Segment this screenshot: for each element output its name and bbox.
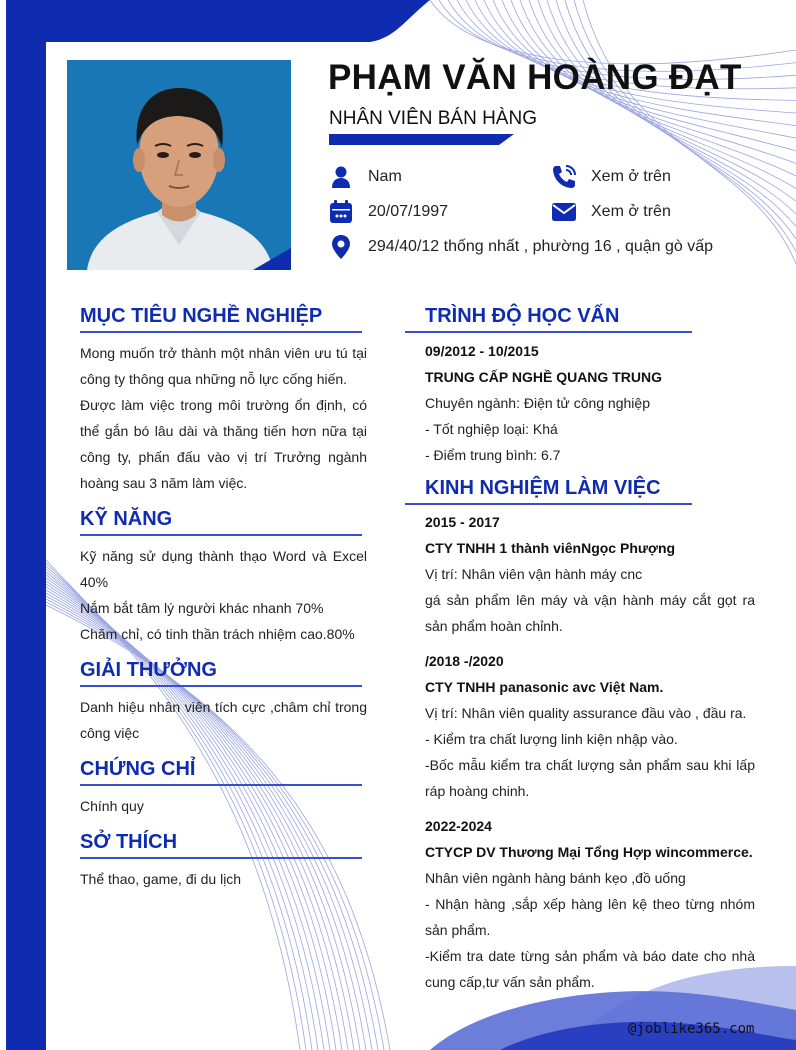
objective-line: Được làm việc trong môi trường ổn định, có thể gắn bó lâu dài và thăng tiến hơn nữa tại công ty, phấn đấu vào vị trí Trưởng ngành hoàng sau 3 năm làm việc. xyxy=(80,397,367,491)
job-line: Vị trí: Nhân viên quality assurance đầu vào , đầu ra. xyxy=(425,705,747,721)
education-period: 09/2012 - 10/2015 xyxy=(425,343,539,359)
education-title: TRÌNH ĐỘ HỌC VẤN xyxy=(425,305,620,327)
education-line: - Tốt nghiệp loại: Khá xyxy=(425,421,558,437)
profile-photo xyxy=(67,60,291,270)
certificates-underline xyxy=(80,784,362,786)
job-company: CTY TNHH panasonic avc Việt Nam. xyxy=(425,679,664,695)
skills-text xyxy=(80,543,367,647)
job-line: gá sản phẩm lên máy và vận hành máy cắt gọt ra sản phẩm hoàn chỉnh. xyxy=(425,592,755,634)
awards-underline xyxy=(80,685,362,687)
education-school: TRUNG CẤP NGHỀ QUANG TRUNG xyxy=(425,369,662,385)
skills-underline xyxy=(80,534,362,536)
education-text xyxy=(425,338,755,468)
job-company: CTY TNHH 1 thành viênNgọc Phượng xyxy=(425,540,676,556)
candidate-name: PHẠM VĂN HOÀNG ĐẠT xyxy=(328,58,742,97)
address-value: 294/40/12 thống nhất , phường 16 , quận gò vấp xyxy=(368,238,714,255)
certificates-title: CHỨNG CHỈ xyxy=(80,758,196,780)
skill-line: Kỹ năng sử dụng thành thạo Word và Excel 40% xyxy=(80,548,367,590)
skill-line: Nắm bắt tâm lý người khác nhanh 70% xyxy=(80,600,324,616)
awards-title: GIẢI THƯỞNG xyxy=(80,659,217,681)
birthday-value: 20/07/1997 xyxy=(368,203,449,220)
person-icon xyxy=(328,164,354,190)
calendar-icon xyxy=(328,199,354,225)
hobby-line: Thể thao, game, đi du lịch xyxy=(80,871,242,887)
hobbies-underline xyxy=(80,857,362,859)
wave-line xyxy=(556,0,796,226)
wave-line xyxy=(430,0,796,64)
hobbies-title: SỞ THÍCH xyxy=(80,831,178,853)
job-period: /2018 -/2020 xyxy=(425,653,504,669)
job-line: Nhân viên ngành hàng bánh kẹo ,đồ uống xyxy=(425,870,686,886)
job-line: -Kiểm tra date từng sản phẩm và báo date cho nhà cung cấp,tư vấn sản phẩm. xyxy=(425,948,755,990)
education-line: - Điểm trung bình: 6.7 xyxy=(425,447,561,463)
experience-job xyxy=(425,648,755,804)
objective-line: Mong muốn trở thành một nhân viên ưu tú tại công ty thông qua những nỗ lực cống hiến. xyxy=(80,345,367,387)
job-line: Vị trí: Nhân viên vận hành máy cnc xyxy=(425,566,643,582)
job-line: -Bốc mẫu kiểm tra chất lượng sản phẩm sau khi lấp ráp hoàng chinh. xyxy=(425,757,755,799)
skills-title: KỸ NĂNG xyxy=(80,508,173,530)
contact-address xyxy=(328,234,713,260)
education-line: Chuyên ngành: Điện tử công nghiệp xyxy=(425,395,650,411)
experience-job xyxy=(425,509,755,639)
phone-icon xyxy=(551,164,577,190)
contact-gender xyxy=(328,164,402,190)
objective-title: MỤC TIÊU NGHỀ NGHIỆP xyxy=(80,305,323,327)
contact-phone xyxy=(551,164,671,190)
hobbies-text xyxy=(80,866,367,892)
objective-underline xyxy=(80,331,362,333)
experience-job xyxy=(425,813,755,995)
job-period: 2022-2024 xyxy=(425,818,492,834)
award-line: Danh hiệu nhân viên tích cực ,châm chỉ trong công việc xyxy=(80,699,367,741)
job-title-underline xyxy=(329,134,514,145)
experience-underline xyxy=(405,503,692,505)
phone-value: Xem ở trên xyxy=(591,168,671,185)
certificates-text xyxy=(80,793,367,819)
certificate-line: Chính quy xyxy=(80,798,144,814)
envelope-icon xyxy=(551,199,577,225)
contact-birthday xyxy=(328,199,448,225)
job-title: NHÂN VIÊN BÁN HÀNG xyxy=(329,108,537,129)
gender-value: Nam xyxy=(368,168,402,185)
job-line: - Nhận hàng ,sắp xếp hàng lên kệ theo từng nhóm sản phẩm. xyxy=(425,896,755,938)
experience-title: KINH NGHIỆM LÀM VIỆC xyxy=(425,477,661,499)
job-period: 2015 - 2017 xyxy=(425,514,500,530)
awards-text xyxy=(80,694,367,746)
watermark: @joblike365.com xyxy=(628,1021,755,1037)
skill-line: Chăm chỉ, có tinh thần trách nhiệm cao.80% xyxy=(80,626,355,642)
contact-email xyxy=(551,199,671,225)
education-underline xyxy=(405,331,692,333)
objective-text xyxy=(80,340,367,496)
job-company: CTYCP DV Thương Mại Tổng Hợp wincommerce. xyxy=(425,844,753,860)
email-value: Xem ở trên xyxy=(591,203,671,220)
job-line: - Kiểm tra chất lượng linh kiện nhập vào. xyxy=(425,731,678,747)
location-pin-icon xyxy=(328,234,354,260)
